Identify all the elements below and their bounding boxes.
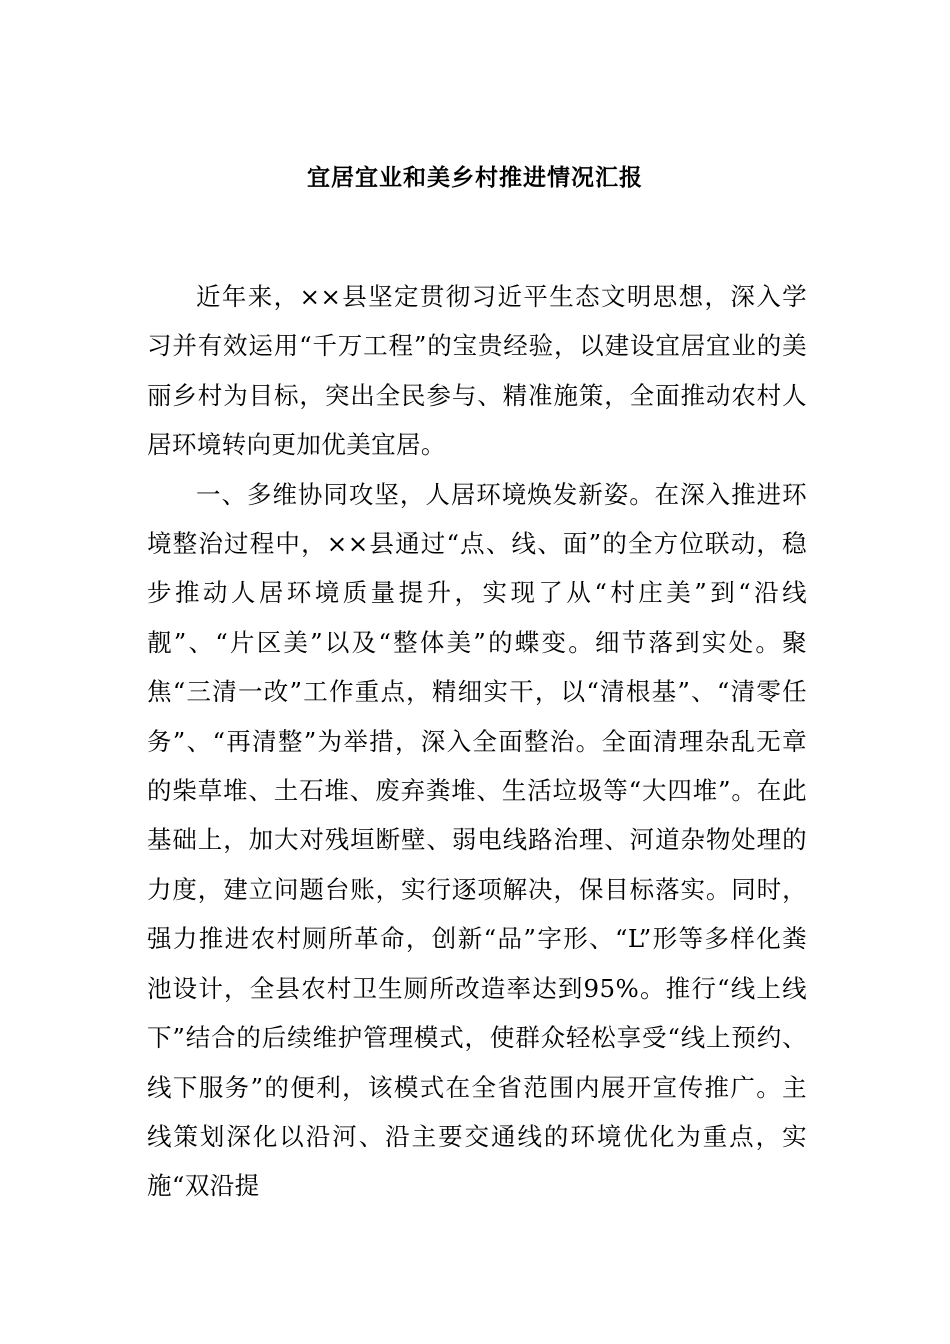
document-body <box>147 272 807 1211</box>
paragraph-section-one: 一、多维协同攻坚，人居环境焕发新姿。在深入推进环境整治过程中，××县通过“点、线、面”的全方位联动，稳步推动人居环境质量提升，实现了从“村庄美”到“沿线靓”、“片区美”以及“整体美”的蝶变。细节落到实处。聚焦“三清一改”工作重点，精细实干，以“清根基”、“清零任务”、“再清整”为举措，深入全面整治。全面清理杂乱无章的柴草堆、土石堆、废弃粪堆、生活垃圾等“大四堆”。在此基础上，加大对残垣断壁、弱电线路治理、河道杂物处理的力度，建立问题台账，实行逐项解决，保目标落实。同时，强力推进农村厕所革命，创新“品”字形、“L”形等多样化粪池设计，全县农村卫生厕所改造率达到95%。推行“线上线下”结合的后续维护管理模式，使群众轻松享受“线上预约、线下服务”的便利，该模式在全省范围内展开宣传推广。主线策划深化以沿河、沿主要交通线的环境优化为重点，实施“双沿提 <box>147 479 807 1201</box>
document-title: 宜居宜业和美乡村推进情况汇报 <box>307 165 643 191</box>
paragraph-intro: 近年来，××县坚定贯彻习近平生态文明思想，深入学习并有效运用“千万工程”的宝贵经验，以建设宜居宜业的美丽乡村为目标，突出全民参与、精准施策，全面推动农村人居环境转向更加优美宜居。 <box>147 282 807 460</box>
